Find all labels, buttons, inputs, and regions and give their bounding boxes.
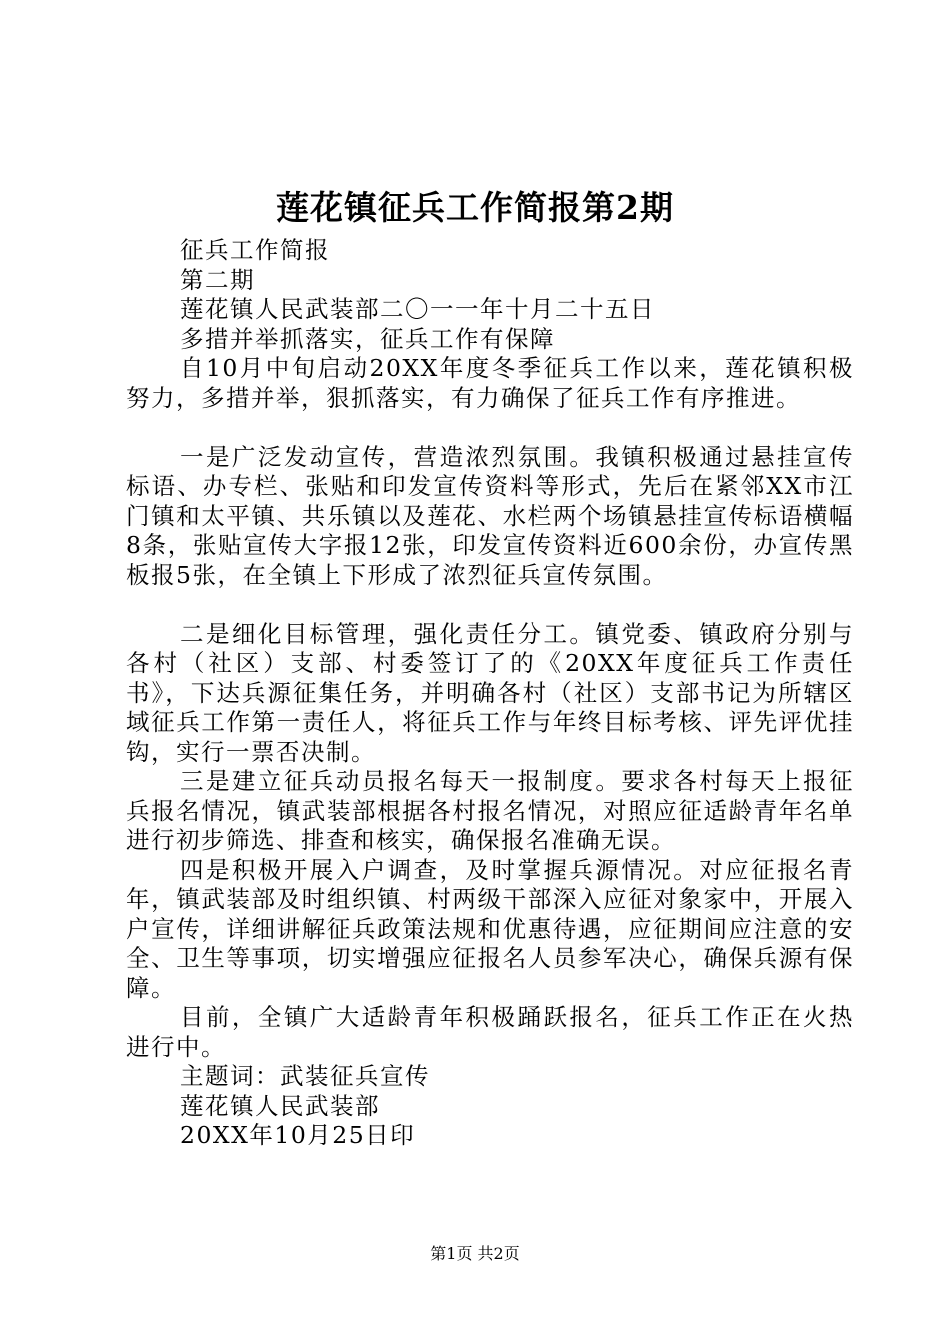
point-two-paragraph: 二是细化目标管理，强化责任分工。镇党委、镇政府分别与各村（社区）支部、村委签订了的《20XX年度征兵工作责任书》，下达兵源征集任务，并明确各村（社区）支部书记为所辖区域征兵工作第一责任人，将征兵工作与年终目标考核、评先评优挂钩，实行一票否决制。 bbox=[126, 619, 854, 766]
subject-keywords: 主题词：武装征兵宣传 bbox=[180, 1062, 430, 1090]
intro-paragraph: 自10月中旬启动20XX年度冬季征兵工作以来，莲花镇积极努力，多措并举，狠抓落实，有力确保了征兵工作有序推进。 bbox=[126, 354, 854, 412]
issuing-office: 莲花镇人民武装部 bbox=[180, 1091, 380, 1120]
print-date: 20XX年10月25日印 bbox=[180, 1121, 416, 1149]
point-three-paragraph: 三是建立征兵动员报名每天一报制度。要求各村每天上报征兵报名情况，镇武装部根据各村报名情况，对照应征适龄青年名单进行初步筛选、排查和核实，确保报名准确无误。 bbox=[126, 767, 854, 854]
document-title: 莲花镇征兵工作简报第2期 bbox=[276, 188, 674, 227]
issuer-date: 莲花镇人民武装部二〇一一年十月二十五日 bbox=[180, 295, 655, 323]
issue-number: 第二期 bbox=[180, 265, 255, 294]
document-body bbox=[126, 236, 854, 1151]
bulletin-name: 征兵工作简报 bbox=[180, 236, 330, 264]
headline: 多措并举抓落实，征兵工作有保障 bbox=[180, 324, 555, 353]
point-four-paragraph: 四是积极开展入户调查，及时掌握兵源情况。对应征报名青年，镇武装部及时组织镇、村两级干部深入应征对象家中，开展入户宣传，详细讲解征兵政策法规和优惠待遇，应征期间应注意的安全、卫生等事项，切实增强应征报名人员参军决心，确保兵源有保障。 bbox=[126, 855, 854, 1002]
summary-paragraph: 目前，全镇广大适龄青年积极踊跃报名，征兵工作正在火热进行中。 bbox=[126, 1003, 854, 1061]
point-one-paragraph: 一是广泛发动宣传，营造浓烈氛围。我镇积极通过悬挂宣传标语、办专栏、张贴和印发宣传资料等形式，先后在紧邻XX市江门镇和太平镇、共乐镇以及莲花、水栏两个场镇悬挂宣传标语横幅8条，张贴宣传大字报12张，印发宣传资料近600余份，办宣传黑板报5张，在全镇上下形成了浓烈征兵宣传氛围。 bbox=[126, 442, 854, 589]
page-number: 第1页 共2页 bbox=[430, 1244, 520, 1263]
